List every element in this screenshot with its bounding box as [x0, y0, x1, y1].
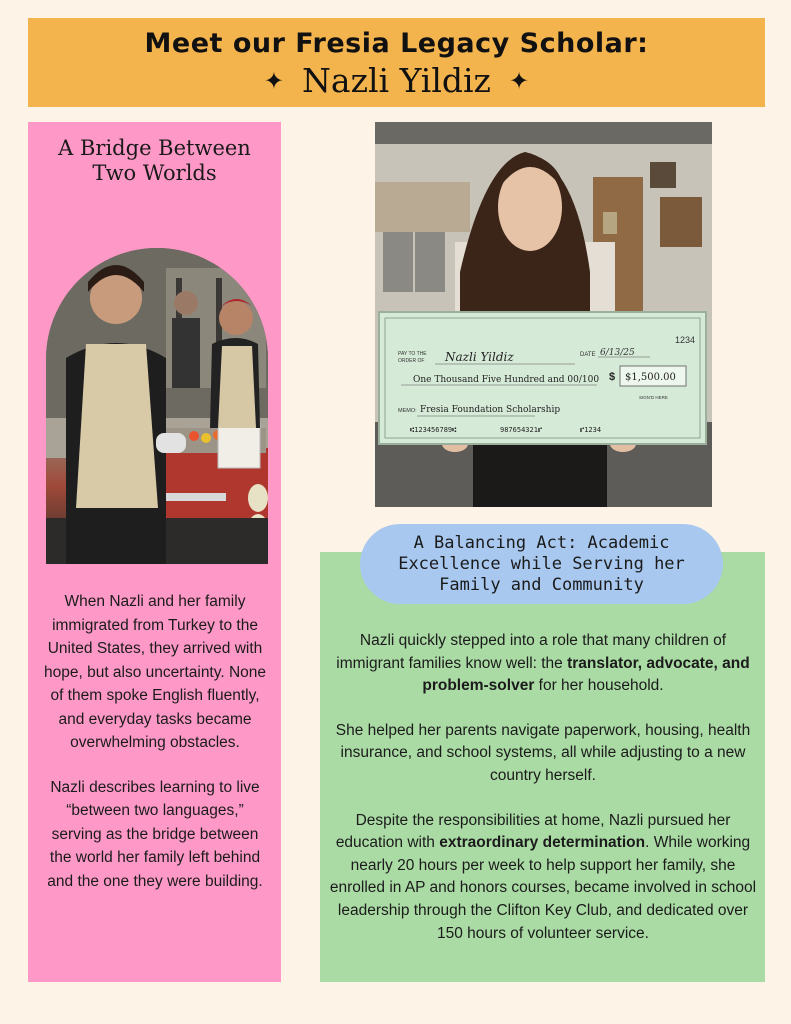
check-payee: Nazli Yildiz [445, 350, 514, 364]
bridge-heading: A Bridge Between Two Worlds [58, 136, 251, 185]
bridge-panel [28, 122, 281, 982]
check-routing: ⑆123456789⑆ [410, 426, 457, 434]
check-signature-label: SIGN'D HERE [639, 395, 668, 400]
check-memo: Fresia Foundation Scholarship [420, 405, 561, 415]
bridge-text [42, 590, 268, 914]
kitchen-illustration [46, 248, 268, 564]
balancing-heading: A Balancing Act: Academic Excellence while Serving her Family and Community [398, 532, 685, 595]
check-date-label: DATE [580, 352, 596, 358]
check-dollar-sign: $ [609, 371, 616, 383]
roles-emphasis: translator, advocate, and problem-solver [422, 654, 750, 695]
determination-emphasis: extraordinary determination [439, 834, 646, 852]
check-photo [375, 122, 712, 507]
balancing-paragraph-2: She helped her parents navigate paperwork, housing, health insurance, and school systems, all while adjusting to a new country herself. [335, 721, 751, 784]
check-date: 6/13/25 [600, 348, 635, 358]
check-pay-label-2: ORDER OF [398, 358, 425, 364]
balancing-paragraph-3: Despite the responsibilities at home, Nazli pursued her education with extraordinary determination. While working nearly 20 hours per week to help support her family, she enrolled in AP and honors courses, became involved in school leadership through the Clifton Key Club, and dedicated over 150 hours of volunteer service. [329, 811, 757, 942]
check-pay-label-1: PAY TO THE [398, 351, 427, 357]
balancing-heading-pill [360, 524, 723, 604]
bridge-paragraph-1: When Nazli and her family immigrated from Turkey to the United States, they arrived with hope, but also uncertainty. None of them spoke English fluently, and everyday tasks became overwhelming obstacles. [43, 593, 267, 751]
sparkle-left-icon: ✦ [263, 66, 285, 95]
page-title: Meet our Fresia Legacy Scholar: [144, 28, 649, 59]
balancing-text [324, 630, 762, 967]
scholarship-check-scene [375, 122, 712, 507]
check-micr-number: ⑈1234 [580, 426, 602, 434]
check-account: 987654321⑈ [500, 426, 543, 434]
scholar-name-row [28, 61, 765, 100]
bridge-paragraph-2: Nazli describes learning to live “between two languages,” serving as the bridge between the world her family left behind and the one they were building. [47, 778, 263, 890]
title-banner [28, 18, 765, 107]
check-memo-label: MEMO: [398, 408, 417, 414]
check-amount: $1,500.00 [625, 372, 676, 383]
sparkle-right-icon: ✦ [508, 66, 530, 95]
kitchen-photo [46, 248, 268, 564]
check-number: 1234 [675, 335, 696, 345]
check-amount-words: One Thousand Five Hundred and 00/100 [413, 375, 600, 385]
scholar-name: Nazli Yildiz [302, 61, 491, 100]
balancing-paragraph-1: Nazli quickly stepped into a role that many children of immigrant families know well: the translator, advocate, and problem-solver for her household. [336, 632, 750, 695]
